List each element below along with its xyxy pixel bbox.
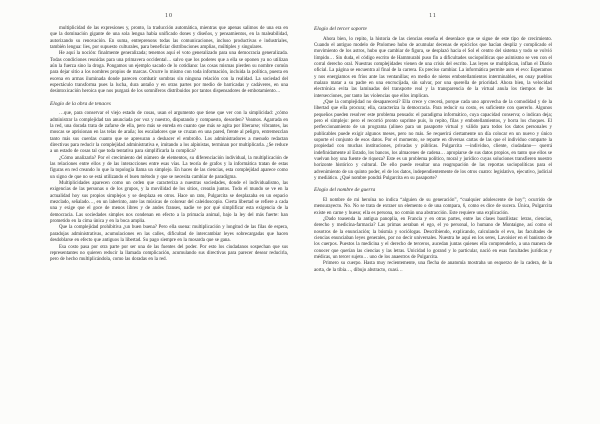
page-number-left: 10 (165, 13, 173, 19)
page-left (50, 0, 288, 424)
paragraph: multiplicidad de las expresiones y, pronto, la traducción automática, mientras que apenas salimos de una era en que la dominación gigante de una sola lengua había unificado dones y diseños, y pensamientos, en la maleabilidad, autorizando su renovación. En suma, entreprenons todas las comunicaciones, incluso productivas e industriales, también lengua: lies, por supuesto culturales, para beneficiar distribuciones amplias, múltiples y singulares. (50, 26, 288, 51)
section-heading: Elogio de la obra de tenaces (50, 100, 111, 107)
section-heading: Elogio del nombre de guerra (314, 187, 376, 194)
paragraph: Ahora bien, lo repito, la historia de las ciencias enseña el desenlace que se sigue de este tipo de crecimiento. Cuando el antiguo modelo de Ptolomeo hubo de acumular decenas de epiciclos que hacían despliz y complicado el movimiento de los astros, hubo que cambiar de figura, se desplazó hacia el Sol el centro del sistema y todo se volvió límpido… Sin duda, el código escrito de Hammurabi puso fin a dificultades sociopolíticas que asimismo se ven con el corral derecho oral. Nuestras complejidades vienen de una crisis del escrito. Las leyes se multiplican, inflan el Diario oficial. La página se encuentra al final de la carrera. Es preciso cambiar. La informática permite auto el evo: Esperamos y nos energiamos en fríos ante las ventanillas; en medio de nietos embotellamientos interminables, en onay pueblos malazo matar a su padre en una encrucijada, sin salvar, por una querella de prioridad. Ahora bien, la velocidad electrónica evita las laminadas del transporte real y la transparencia de la virtual anula los tiempos de las intersecciones, por tanto las violencias que ellos implican. (314, 36, 552, 99)
paragraph: El nombre de mi heroína no indica “alguien de su generación”, “cualquier adolescente de hoy”; ocurrido de mensurayecto. No. No se trata de extraer un elemento o de una compara, 6, como es dice de sucera. Única, Pulgarcita existe en carne y hueso; ella es persona, no común una abstracción. Este requiere una explicación. (314, 197, 552, 216)
page-right (314, 0, 552, 424)
paragraph: ¿Dado toasenda la antigua panoplia, en Francia y en otras partes, entre las clases bautilistas: letras, ciencias, derecho y medicina-farmacia? Las primas aeraban el ego, el yo personal, lo humano de Montaigne, así como el nosotros de la enunciación; la búsmía y sociólogas. Describiendo, explicando, calculando el evo, las facultades de ciencias enunciaban leyes generales, por no decir universales. Nuestra he aquí en los seres, Lavoisier en el banismo de los cuerpos. Puestos la medicina y el derecho de terceros, aucedan juntas quienes ella comprenderlo, a una manera de conocer que querían las ciencias y las letras. Unicidad lo gorand y lo particular, nació en esas facultades jurídicas y médicas, un tercer sujeto… uno de los anaestros de Pulgarcita. (314, 216, 552, 260)
paragraph: Que la complejidad prohibitiva ¿un buen buena? Pero ella suena: multiplicación y longitud de las filas de espera, paradojas administrativas, acumulaciones en las calles, dificultad de intercambiar leyes sobrecargadas que hacen desdoblarse en efecto que antiguos la libertad. Su pago siempre en la mosarda que se gana. (50, 225, 288, 244)
paragraph: ¿Cómo analizarla? Por el crecimiento del número de elementos, su diferenciación individual, la multiplicación de las relaciones entre ellos y de las interacciones entre esas vías. La teoría de grafos y la informática tratan de estas figuras en red creando lo que la topología llama un simplejo. En haces de las ciencias, esta complejidad aparece como un signo de que no se está utilizando el buen método y que se necesita cambiar de paradigma. (50, 155, 288, 180)
paragraph: ¿Que la complejidad no desaparecerá? Ella crece y crecerá, porque cada uno aprovecha de la comodidad y de la libertad que ella procura; ella, caracteriza la democracia. Para reducir su costo, es suficiente con quererlo. Algunos pequeños pueden resolver este problema pensado: el paradigma informático, cuya capacidad conserva; o indican deja; pero el simplejo: pero el recorrió pronto suprime puis, lo repito, filas y embotellamientos, y borra los choques. El perfeccionamiento de un programa (alineo para un pasaporte virtual y válido para todos los datos personales y publicables puede exigir algunos meses, pero no más. Se requerirá ciertamente un día colocar en un nuevo y único soporte el conjunto de esos datos. Por el momento, se reparte en diversas cartas de las que el individuo comparte la propiedad con muchas instituciones, privadas y públicas. Pulgarcita —individuo, cliente, ciudadano— querrá indefinidamente al Estado, los bancos, los almacenes de cadena… apropiarse de sus datos propios, en tanto que ellos se vuelvan hoy una fuente de riqueza? Este es un problema político, moral y jurídico cuyas soluciones transfieren nuestro horizonte histórico y cultural. De ello puede resultar una reagrupación de las reportas sociopolíticas para el advenimiento de un quinto poder, el de los datos, independientemente de los otros cuatro: legislativo, ejecutivo, judicial y mediático. ¿Qué nombre pondrá Pulgarcita en su pasaporte? (314, 99, 552, 182)
section-heading: Elogio del tercer soporte (314, 26, 367, 32)
paragraph: He aquí la noción: finalmente generalizada; tenemos aquí el voto generalizado para una democracia generalizada. Todas condiciones reunidas para una primavera occidental… salvo que los poderes que a ella se oponen ya no utilizan aún la fuerza sino la droga. Pongamos un ejemplo sacado de lo cotidiano: las cosas mismas pierden su nombre común para dejar sitio a los nombres propios de marcas. Ocurre lo mismo con toda información, incluida la política, puesta en escena en armas iluminada donde parecen combatir sombras sin ninguna relación con la realidad. La sociedad del espectáculo transforma pues la lucha, dura antaño y en otras partes por medio de barricadas y cadáveres, en una desintoxicación heroica que nos purgará de los somníferos distribuidos por tantos dispensadores de embotamiento… (50, 51, 288, 95)
page-number-right: 11 (429, 13, 437, 19)
paragraph: …que, para conservar el viejo estado de cosas, usan el argumento que tiene que ver con la simplicidad: ¿cómo administrar la complejidad tan anunciada por voz y nuestro, disputando y compuesto, desorden? Veamos. Agarrada en la red, una dorada trata de zafarse de ella, pero más se enreda en cuanto que más se agita por liberarse; vibrantes, las moscas se aprisionan en las telas de araña; los escaladores que se cruzan en una pared, frente al peligro, entremezclan tanto más sus cuerdas cuanto que se apresuran a deshacer el embrollo. Los administradores a menudo redactan directivas para reducir la complejidad administrativa e, imitando a los alpinistas, terminan por multiplicarla. ¿Se reduce a un estado de cosas tal que toda tentativa para simplificarla la complica? (50, 111, 288, 155)
page-body-right (314, 26, 552, 274)
paragraph: Primero su cuerpo. Hasta muy recientemente, una flecha de anatomía mostraba un esquerzo de la cadera, de la aorta, de la tibia…, dibujo abstracto, cuasi… (314, 261, 552, 273)
paragraph: Multiplicidades aparecen como un orden que caracteriza a nuestras sociedades, donde el individualismo, las exigencias de las personas o de los grupos, y la movilidad de los sitios, crearán juntos. Todo el mundo se ve en la actualidad hoy sus propios simplejos y se desplaza en otros. Hace un rato, Pulgarcita se desplazaba en un espacio mezclado, señalado…, en un laberinto, ante las músicas de colorear del caleidoscopio. Cierta libertad se refiere a cada una y exige que el goce de menos libres y de andes franses, nadie ve por qué simplificar esta exigencia de la democracia. Las sociedades simples nos condenan en efecto a la primacía animal, bajo la ley del más fuerte: han prometido en la cima única y en la boca amplia. (50, 181, 288, 225)
page-body-left (50, 26, 288, 264)
paragraph: Esa costo pasa por otra parte por ser una de las fuentes del poder. Por esto los ciudadanos sospechan que sus representantes no quieren reducir la llamada complicación, acumulando sus directivas para parecer desear reducirla, pero de hecho multiplicándola, como las doradas en la red. (50, 244, 288, 263)
